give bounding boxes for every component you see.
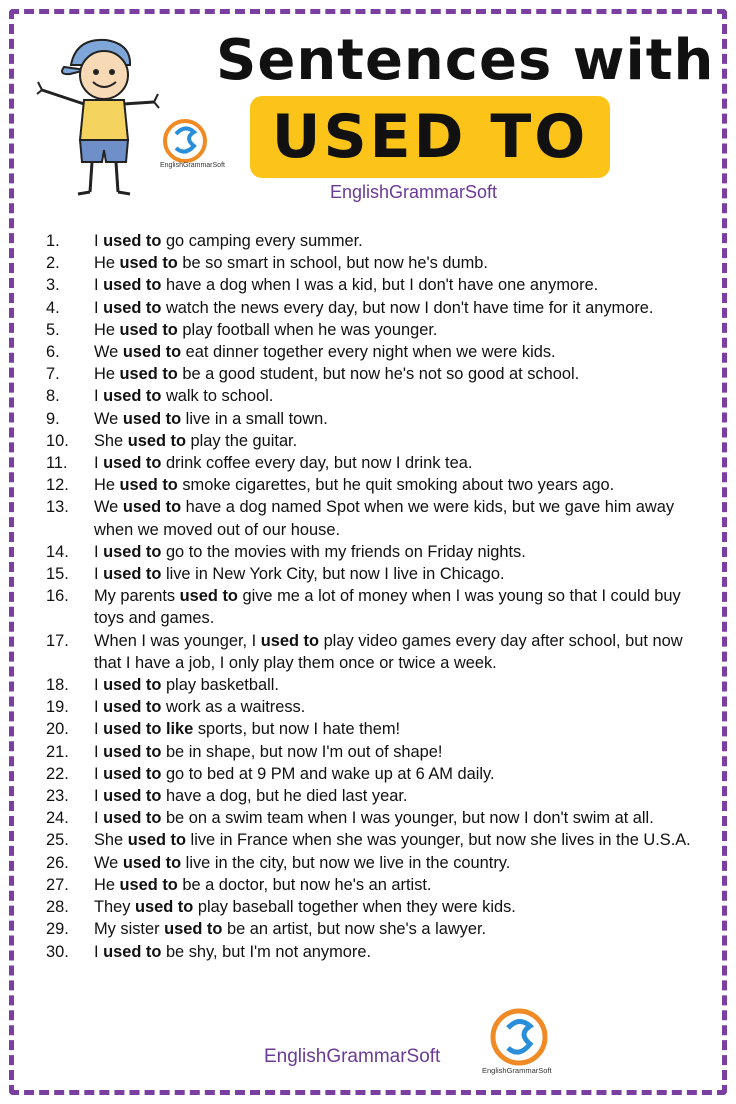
sentence-text <box>94 341 698 363</box>
sentence-subject: I <box>94 809 104 828</box>
sentence-rest: go to bed at 9 PM and wake up at 6 AM daily. <box>161 764 495 783</box>
sentence-rest: work as a waitress. <box>161 698 306 717</box>
sentence-item <box>38 852 698 874</box>
keyword-used-to: used to <box>127 831 186 850</box>
sentence-rest: be on a swim team when I was younger, but now I don't swim at all. <box>161 809 654 828</box>
keyword-used-to: used to <box>179 587 238 606</box>
sentence-rest: watch the news every day, but now I don't have time for it anymore. <box>161 298 654 317</box>
sentence-subject: When I was younger, I <box>94 631 261 650</box>
sentence-subject: He <box>94 476 120 495</box>
sentence-subject: We <box>94 343 123 362</box>
sentence-rest: be so smart in school, but now he's dumb. <box>177 254 488 273</box>
keyword-used-to: used to <box>127 431 186 450</box>
sentence-text <box>94 918 698 940</box>
sentence-text <box>94 896 698 918</box>
sentence-subject: He <box>94 254 120 273</box>
sentence-item <box>38 696 698 718</box>
sentence-rest: live in the city, but now we live in the country. <box>181 853 511 872</box>
sentence-rest: play baseball together when they were kids. <box>193 898 516 917</box>
sentence-number: 17. <box>46 631 69 650</box>
sentence-text <box>94 385 698 407</box>
sentence-number: 13. <box>46 498 69 517</box>
keyword-used-to: used to <box>122 498 182 517</box>
sentence-text <box>94 297 698 319</box>
sentence-item <box>38 385 698 407</box>
keyword-used-to: used to <box>103 942 162 961</box>
sentence-item <box>38 585 698 629</box>
keyword-used-to: used to <box>122 853 182 872</box>
sentence-subject: He <box>94 875 120 894</box>
keyword-used-to: used to <box>103 698 162 717</box>
sentence-text <box>94 474 698 496</box>
sentence-text <box>94 763 698 785</box>
sentence-item <box>38 807 698 829</box>
sentence-text <box>94 252 698 274</box>
sentence-rest: be a good student, but now he's not so good at school. <box>177 365 580 384</box>
keyword-used-to: used to <box>103 387 162 406</box>
sentence-text <box>94 452 698 474</box>
sentence-text <box>94 741 698 763</box>
sentence-item <box>38 297 698 319</box>
sentence-item <box>38 430 698 452</box>
sentence-item <box>38 496 698 540</box>
sentence-number: 24. <box>46 809 69 828</box>
sentence-item <box>38 252 698 274</box>
sentence-number: 7. <box>46 365 60 384</box>
sentence-subject: I <box>94 387 104 406</box>
sentence-rest: have a dog when I was a kid, but I don't have one anymore. <box>161 276 599 295</box>
sentence-item <box>38 563 698 585</box>
sentence-subject: I <box>94 565 104 584</box>
sentence-item <box>38 541 698 563</box>
keyword-used-to: used to <box>103 298 162 317</box>
sentence-rest: be shy, but I'm not anymore. <box>161 942 372 961</box>
sentence-number: 19. <box>46 698 69 717</box>
sentence-subject: They <box>94 898 135 917</box>
sentence-number: 25. <box>46 831 69 850</box>
sentence-list <box>38 230 698 963</box>
sentence-text <box>94 230 698 252</box>
brand-logo-icon <box>488 1008 550 1066</box>
sentence-item <box>38 829 698 851</box>
sentence-number: 1. <box>46 232 60 250</box>
sentence-item <box>38 630 698 674</box>
cartoon-kid-illustration <box>36 30 161 200</box>
sentence-item <box>38 363 698 385</box>
sentence-number: 3. <box>46 276 60 295</box>
keyword-used-to: used to <box>119 320 178 339</box>
sentence-subject: I <box>94 720 104 739</box>
sentence-text <box>94 696 698 718</box>
sentence-number: 18. <box>46 676 69 695</box>
keyword-used-to: used to <box>122 343 182 362</box>
logo-caption: EnglishGrammarSoft <box>160 162 225 169</box>
sentence-item <box>38 785 698 807</box>
sentence-rest: live in France when she was younger, but now she lives in the U.S.A. <box>186 831 691 850</box>
sentence-rest: sports, but now I hate them! <box>193 720 401 739</box>
keyword-used-to: used to <box>260 631 320 650</box>
sentence-item <box>38 918 698 940</box>
sentence-number: 12. <box>46 476 69 495</box>
keyword-used-to: used to like <box>103 720 194 739</box>
sentence-text <box>94 274 698 296</box>
sentence-rest: play the guitar. <box>186 431 298 450</box>
sentence-number: 29. <box>46 920 69 939</box>
sentence-item <box>38 874 698 896</box>
sentence-text <box>94 674 698 696</box>
sentence-rest: drink coffee every day, but now I drink tea. <box>161 454 473 473</box>
sentence-number: 15. <box>46 565 69 584</box>
sentence-subject: I <box>94 232 104 250</box>
sentence-number: 30. <box>46 942 69 961</box>
sentence-subject: We <box>94 409 123 428</box>
sentence-subject: I <box>94 676 104 695</box>
sentence-item <box>38 941 698 963</box>
sentence-number: 2. <box>46 254 60 273</box>
sentence-number: 27. <box>46 875 69 894</box>
keyword-used-to: used to <box>103 742 162 761</box>
sentence-number: 14. <box>46 542 69 561</box>
sentence-rest: be an artist, but now she's a lawyer. <box>222 920 487 939</box>
sentence-number: 6. <box>46 343 60 362</box>
sentence-rest: play video games every day after school, but now that I have a job, I only play them once or twice a week. <box>94 631 683 672</box>
sentence-text <box>94 785 698 807</box>
sentence-subject: He <box>94 365 120 384</box>
sentence-number: 22. <box>46 764 69 783</box>
sentence-number: 23. <box>46 787 69 806</box>
sentence-text <box>94 807 698 829</box>
title-banner <box>250 96 610 178</box>
sentence-text <box>94 941 698 963</box>
sentence-number: 16. <box>46 587 69 606</box>
sentence-rest: be in shape, but now I'm out of shape! <box>161 742 443 761</box>
keyword-used-to: used to <box>135 898 194 917</box>
sentence-subject: I <box>94 942 104 961</box>
sentence-subject: I <box>94 454 104 473</box>
sentence-subject: I <box>94 298 104 317</box>
keyword-used-to: used to <box>103 764 162 783</box>
sentence-item <box>38 319 698 341</box>
brand-subtitle: EnglishGrammarSoft <box>330 182 498 202</box>
keyword-used-to: used to <box>122 409 182 428</box>
keyword-used-to: used to <box>103 676 162 695</box>
keyword-used-to: used to <box>103 232 162 250</box>
footer-brand: EnglishGrammarSoft <box>264 1046 441 1067</box>
sentence-text <box>94 630 698 674</box>
sentence-subject: I <box>94 542 104 561</box>
sentence-rest: go to the movies with my friends on Friday nights. <box>161 542 526 561</box>
sentence-rest: play football when he was younger. <box>177 320 438 339</box>
sentence-number: 5. <box>46 320 60 339</box>
sentence-number: 10. <box>46 431 69 450</box>
sentence-item <box>38 718 698 740</box>
keyword-used-to: used to <box>103 809 162 828</box>
sentence-rest: have a dog named Spot when we were kids, but we gave him away when we moved out of our house. <box>94 498 675 539</box>
sentence-subject: My sister <box>94 920 165 939</box>
brand-logo-icon <box>158 118 212 164</box>
keyword-used-to: used to <box>103 276 162 295</box>
sentence-rest: live in New York City, but now I live in Chicago. <box>161 565 505 584</box>
sentence-subject: He <box>94 320 120 339</box>
sentence-item <box>38 474 698 496</box>
sentence-text <box>94 319 698 341</box>
keyword-used-to: used to <box>103 787 162 806</box>
sentence-text <box>94 874 698 896</box>
sentence-text <box>94 430 698 452</box>
sentence-text <box>94 829 698 851</box>
sentence-rest: smoke cigarettes, but he quit smoking about two years ago. <box>177 476 615 495</box>
sentence-text <box>94 408 698 430</box>
sentence-text <box>94 541 698 563</box>
sentence-rest: play basketball. <box>161 676 279 695</box>
keyword-used-to: used to <box>119 875 178 894</box>
sentence-rest: live in a small town. <box>181 409 328 428</box>
keyword-used-to: used to <box>119 254 178 273</box>
sentence-number: 8. <box>46 387 60 406</box>
sentence-subject: I <box>94 698 104 717</box>
sentence-text <box>94 718 698 740</box>
sentence-subject: We <box>94 853 123 872</box>
sentence-number: 28. <box>46 898 69 917</box>
sentence-text <box>94 585 698 629</box>
sentence-subject: I <box>94 764 104 783</box>
sentence-number: 4. <box>46 298 60 317</box>
sentence-subject: I <box>94 276 104 295</box>
sentence-rest: eat dinner together every night when we were kids. <box>181 343 556 362</box>
sentence-item <box>38 674 698 696</box>
sentence-item <box>38 341 698 363</box>
keyword-used-to: used to <box>119 365 178 384</box>
sentence-rest: have a dog, but he died last year. <box>161 787 408 806</box>
sentence-item <box>38 408 698 430</box>
sentence-rest: walk to school. <box>161 387 274 406</box>
sentence-number: 9. <box>46 409 60 428</box>
sentence-item <box>38 452 698 474</box>
sentence-text <box>94 363 698 385</box>
sentence-rest: be a doctor, but now he's an artist. <box>177 875 432 894</box>
page-title: Sentences with <box>216 28 715 93</box>
sentence-item <box>38 741 698 763</box>
sentence-number: 21. <box>46 742 69 761</box>
sentence-item <box>38 274 698 296</box>
sentence-subject: I <box>94 787 104 806</box>
sentence-rest: give me a lot of money when I was young so that I could buy toys and games. <box>94 587 681 628</box>
sentence-text <box>94 496 698 540</box>
sentence-subject: She <box>94 431 128 450</box>
sentence-rest: go camping every summer. <box>161 232 363 250</box>
sentence-number: 20. <box>46 720 69 739</box>
sentence-text <box>94 563 698 585</box>
sentence-subject: My parents <box>94 587 180 606</box>
sentence-item <box>38 896 698 918</box>
keyword-used-to: used to <box>103 454 162 473</box>
sentence-subject: I <box>94 742 104 761</box>
sentence-number: 11. <box>46 454 68 473</box>
keyword-used-to: used to <box>103 565 162 584</box>
sentence-subject: We <box>94 498 123 517</box>
keyword-used-to: used to <box>164 920 223 939</box>
logo-caption: EnglishGrammarSoft <box>482 1066 552 1075</box>
sentence-subject: She <box>94 831 128 850</box>
keyword-used-to: used to <box>103 542 162 561</box>
sentence-item <box>38 763 698 785</box>
sentence-item <box>38 230 698 252</box>
banner-text: USED TO <box>271 102 589 172</box>
keyword-used-to: used to <box>119 476 178 495</box>
sentence-number: 26. <box>46 853 69 872</box>
sentence-text <box>94 852 698 874</box>
